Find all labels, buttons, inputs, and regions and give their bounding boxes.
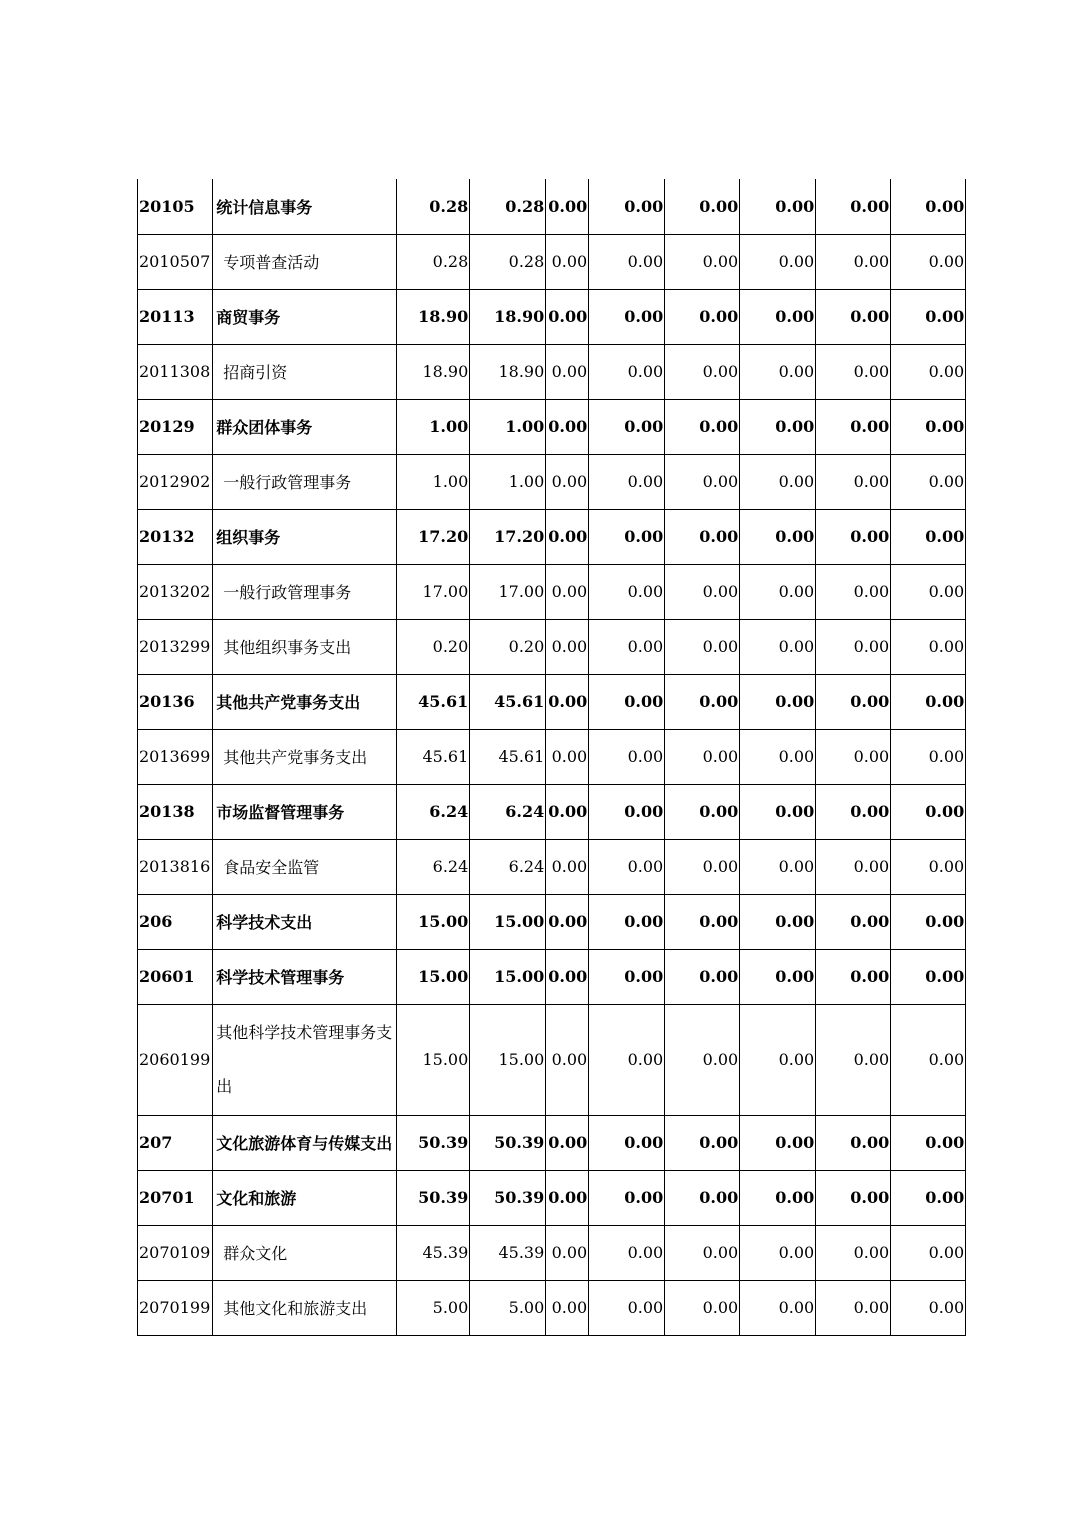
subject-name-cell: 其他文化和旅游支出 xyxy=(213,1280,397,1335)
amount-cell: 45.61 xyxy=(470,729,546,784)
table-row xyxy=(138,564,966,619)
amount-cell: 0.00 xyxy=(891,1115,966,1170)
table-row xyxy=(138,454,966,509)
amount-cell: 0.00 xyxy=(740,674,816,729)
amount-cell: 0.00 xyxy=(816,1170,891,1225)
amount-cell: 0.00 xyxy=(740,1225,816,1280)
subject-code-cell: 2013202 xyxy=(138,564,213,619)
amount-cell: 0.00 xyxy=(589,179,665,234)
subject-name-cell: 招商引资 xyxy=(213,344,397,399)
amount-cell: 0.00 xyxy=(891,344,966,399)
amount-cell: 0.00 xyxy=(740,1004,816,1115)
amount-cell: 0.00 xyxy=(589,344,665,399)
amount-cell: 0.00 xyxy=(740,289,816,344)
amount-cell: 50.39 xyxy=(470,1170,546,1225)
amount-cell: 0.28 xyxy=(397,234,470,289)
subject-name-cell: 一般行政管理事务 xyxy=(213,454,397,509)
subject-name-cell: 其他共产党事务支出 xyxy=(213,674,397,729)
amount-cell: 45.61 xyxy=(397,729,470,784)
subject-name-cell: 组织事务 xyxy=(213,509,397,564)
subject-name-cell: 群众团体事务 xyxy=(213,399,397,454)
subject-name-cell: 文化旅游体育与传媒支出 xyxy=(213,1115,397,1170)
amount-cell: 0.00 xyxy=(589,509,665,564)
subject-code-cell: 2010507 xyxy=(138,234,213,289)
amount-cell: 0.00 xyxy=(740,619,816,674)
amount-cell: 0.00 xyxy=(665,619,740,674)
amount-cell: 0.00 xyxy=(665,454,740,509)
amount-cell: 0.00 xyxy=(665,564,740,619)
subject-code-cell: 20129 xyxy=(138,399,213,454)
amount-cell: 0.00 xyxy=(891,509,966,564)
amount-cell: 6.24 xyxy=(470,784,546,839)
subject-code-cell: 2012902 xyxy=(138,454,213,509)
amount-cell: 45.39 xyxy=(397,1225,470,1280)
table-row xyxy=(138,179,966,234)
subject-name-cell: 其他组织事务支出 xyxy=(213,619,397,674)
amount-cell: 0.00 xyxy=(665,344,740,399)
amount-cell: 0.00 xyxy=(546,784,589,839)
amount-cell: 0.00 xyxy=(546,289,589,344)
amount-cell: 45.61 xyxy=(397,674,470,729)
table-row xyxy=(138,619,966,674)
amount-cell: 0.00 xyxy=(665,179,740,234)
amount-cell: 0.00 xyxy=(816,894,891,949)
amount-cell: 5.00 xyxy=(397,1280,470,1335)
subject-name-cell: 专项普查活动 xyxy=(213,234,397,289)
amount-cell: 0.00 xyxy=(740,564,816,619)
amount-cell: 15.00 xyxy=(397,1004,470,1115)
amount-cell: 1.00 xyxy=(397,399,470,454)
subject-name-cell: 商贸事务 xyxy=(213,289,397,344)
subject-name-cell: 市场监督管理事务 xyxy=(213,784,397,839)
amount-cell: 0.00 xyxy=(665,1225,740,1280)
amount-cell: 0.00 xyxy=(891,619,966,674)
table-body xyxy=(138,179,966,1335)
amount-cell: 18.90 xyxy=(470,289,546,344)
amount-cell: 0.00 xyxy=(589,454,665,509)
amount-cell: 0.00 xyxy=(891,1225,966,1280)
subject-name-cell: 文化和旅游 xyxy=(213,1170,397,1225)
amount-cell: 0.00 xyxy=(546,1225,589,1280)
amount-cell: 0.00 xyxy=(589,289,665,344)
amount-cell: 0.00 xyxy=(546,1004,589,1115)
table-row xyxy=(138,344,966,399)
amount-cell: 0.00 xyxy=(740,1280,816,1335)
amount-cell: 0.00 xyxy=(589,1225,665,1280)
amount-cell: 0.00 xyxy=(546,1170,589,1225)
subject-code-cell: 20701 xyxy=(138,1170,213,1225)
subject-name-cell: 科学技术支出 xyxy=(213,894,397,949)
amount-cell: 0.00 xyxy=(665,674,740,729)
subject-name-cell: 食品安全监管 xyxy=(213,839,397,894)
amount-cell: 0.00 xyxy=(665,839,740,894)
amount-cell: 45.61 xyxy=(470,674,546,729)
amount-cell: 15.00 xyxy=(397,949,470,1004)
subject-code-cell: 2013699 xyxy=(138,729,213,784)
table-row xyxy=(138,1004,966,1115)
amount-cell: 0.00 xyxy=(665,1170,740,1225)
amount-cell: 0.00 xyxy=(891,949,966,1004)
amount-cell: 0.00 xyxy=(816,1225,891,1280)
amount-cell: 0.00 xyxy=(546,179,589,234)
amount-cell: 0.00 xyxy=(740,729,816,784)
amount-cell: 0.00 xyxy=(891,399,966,454)
amount-cell: 0.00 xyxy=(589,894,665,949)
amount-cell: 0.00 xyxy=(740,894,816,949)
amount-cell: 0.00 xyxy=(589,1004,665,1115)
amount-cell: 0.00 xyxy=(816,289,891,344)
amount-cell: 0.00 xyxy=(740,784,816,839)
subject-name-cell: 一般行政管理事务 xyxy=(213,564,397,619)
amount-cell: 0.00 xyxy=(891,179,966,234)
subject-code-cell: 2070199 xyxy=(138,1280,213,1335)
amount-cell: 6.24 xyxy=(397,839,470,894)
table-row xyxy=(138,949,966,1004)
amount-cell: 0.00 xyxy=(546,509,589,564)
amount-cell: 50.39 xyxy=(470,1115,546,1170)
amount-cell: 1.00 xyxy=(397,454,470,509)
amount-cell: 0.00 xyxy=(891,1004,966,1115)
subject-code-cell: 206 xyxy=(138,894,213,949)
table-row xyxy=(138,289,966,344)
amount-cell: 0.00 xyxy=(589,784,665,839)
amount-cell: 0.00 xyxy=(816,399,891,454)
amount-cell: 0.00 xyxy=(816,454,891,509)
amount-cell: 0.00 xyxy=(546,564,589,619)
amount-cell: 0.00 xyxy=(816,344,891,399)
amount-cell: 50.39 xyxy=(397,1115,470,1170)
amount-cell: 0.00 xyxy=(816,949,891,1004)
amount-cell: 0.00 xyxy=(740,509,816,564)
amount-cell: 0.00 xyxy=(816,179,891,234)
amount-cell: 0.00 xyxy=(589,729,665,784)
subject-code-cell: 20136 xyxy=(138,674,213,729)
amount-cell: 0.00 xyxy=(816,839,891,894)
amount-cell: 0.28 xyxy=(470,234,546,289)
amount-cell: 0.00 xyxy=(891,674,966,729)
amount-cell: 0.00 xyxy=(816,564,891,619)
amount-cell: 18.90 xyxy=(397,344,470,399)
amount-cell: 0.00 xyxy=(740,234,816,289)
subject-code-cell: 2070109 xyxy=(138,1225,213,1280)
amount-cell: 6.24 xyxy=(397,784,470,839)
amount-cell: 0.00 xyxy=(589,564,665,619)
amount-cell: 0.00 xyxy=(546,674,589,729)
amount-cell: 0.00 xyxy=(891,454,966,509)
amount-cell: 50.39 xyxy=(397,1170,470,1225)
amount-cell: 0.00 xyxy=(816,784,891,839)
table-row xyxy=(138,1225,966,1280)
amount-cell: 0.00 xyxy=(891,729,966,784)
subject-code-cell: 20132 xyxy=(138,509,213,564)
amount-cell: 0.00 xyxy=(816,619,891,674)
amount-cell: 15.00 xyxy=(470,1004,546,1115)
amount-cell: 0.00 xyxy=(816,234,891,289)
amount-cell: 0.00 xyxy=(665,509,740,564)
amount-cell: 0.00 xyxy=(740,1170,816,1225)
table-row xyxy=(138,674,966,729)
amount-cell: 0.00 xyxy=(589,399,665,454)
amount-cell: 0.00 xyxy=(589,674,665,729)
amount-cell: 0.00 xyxy=(740,179,816,234)
amount-cell: 0.00 xyxy=(665,399,740,454)
table-row xyxy=(138,894,966,949)
amount-cell: 0.00 xyxy=(665,894,740,949)
amount-cell: 0.00 xyxy=(816,1280,891,1335)
amount-cell: 0.00 xyxy=(816,1115,891,1170)
amount-cell: 0.00 xyxy=(546,949,589,1004)
amount-cell: 0.00 xyxy=(891,784,966,839)
table-row xyxy=(138,234,966,289)
subject-code-cell: 2011308 xyxy=(138,344,213,399)
amount-cell: 0.00 xyxy=(740,454,816,509)
amount-cell: 0.00 xyxy=(665,1004,740,1115)
amount-cell: 0.00 xyxy=(816,674,891,729)
amount-cell: 0.00 xyxy=(546,1115,589,1170)
subject-name-cell: 科学技术管理事务 xyxy=(213,949,397,1004)
amount-cell: 0.00 xyxy=(891,1280,966,1335)
table-row xyxy=(138,729,966,784)
subject-code-cell: 20105 xyxy=(138,179,213,234)
subject-code-cell: 20601 xyxy=(138,949,213,1004)
amount-cell: 0.00 xyxy=(891,564,966,619)
amount-cell: 0.00 xyxy=(546,619,589,674)
amount-cell: 0.00 xyxy=(589,949,665,1004)
subject-name-cell: 统计信息事务 xyxy=(213,179,397,234)
amount-cell: 0.00 xyxy=(546,729,589,784)
amount-cell: 0.00 xyxy=(665,1280,740,1335)
amount-cell: 0.00 xyxy=(546,839,589,894)
subject-code-cell: 2013299 xyxy=(138,619,213,674)
subject-name-cell: 群众文化 xyxy=(213,1225,397,1280)
amount-cell: 15.00 xyxy=(470,894,546,949)
amount-cell: 0.00 xyxy=(546,894,589,949)
amount-cell: 0.00 xyxy=(546,344,589,399)
amount-cell: 0.00 xyxy=(589,619,665,674)
amount-cell: 17.00 xyxy=(470,564,546,619)
amount-cell: 1.00 xyxy=(470,399,546,454)
amount-cell: 0.00 xyxy=(589,839,665,894)
amount-cell: 0.00 xyxy=(546,399,589,454)
budget-expenditure-table xyxy=(137,179,966,1336)
amount-cell: 0.00 xyxy=(665,784,740,839)
amount-cell: 0.00 xyxy=(891,234,966,289)
amount-cell: 1.00 xyxy=(470,454,546,509)
subject-code-cell: 20113 xyxy=(138,289,213,344)
amount-cell: 0.00 xyxy=(740,839,816,894)
amount-cell: 0.00 xyxy=(589,234,665,289)
amount-cell: 45.39 xyxy=(470,1225,546,1280)
table-row xyxy=(138,399,966,454)
amount-cell: 0.00 xyxy=(546,1280,589,1335)
amount-cell: 0.00 xyxy=(740,949,816,1004)
amount-cell: 5.00 xyxy=(470,1280,546,1335)
amount-cell: 0.00 xyxy=(740,344,816,399)
amount-cell: 0.00 xyxy=(665,289,740,344)
amount-cell: 0.00 xyxy=(589,1280,665,1335)
amount-cell: 0.00 xyxy=(546,234,589,289)
amount-cell: 17.00 xyxy=(397,564,470,619)
amount-cell: 17.20 xyxy=(470,509,546,564)
amount-cell: 17.20 xyxy=(397,509,470,564)
amount-cell: 0.28 xyxy=(470,179,546,234)
amount-cell: 0.00 xyxy=(665,949,740,1004)
amount-cell: 0.00 xyxy=(665,1115,740,1170)
amount-cell: 0.00 xyxy=(816,1004,891,1115)
amount-cell: 0.00 xyxy=(665,234,740,289)
amount-cell: 0.20 xyxy=(470,619,546,674)
subject-code-cell: 2013816 xyxy=(138,839,213,894)
amount-cell: 0.00 xyxy=(665,729,740,784)
subject-code-cell: 20138 xyxy=(138,784,213,839)
subject-name-cell: 其他科学技术管理事务支出 xyxy=(213,1004,397,1115)
amount-cell: 18.90 xyxy=(397,289,470,344)
amount-cell: 0.00 xyxy=(891,894,966,949)
amount-cell: 0.00 xyxy=(816,509,891,564)
amount-cell: 15.00 xyxy=(470,949,546,1004)
subject-code-cell: 2060199 xyxy=(138,1004,213,1115)
subject-code-cell: 207 xyxy=(138,1115,213,1170)
table-row xyxy=(138,839,966,894)
subject-name-cell: 其他共产党事务支出 xyxy=(213,729,397,784)
amount-cell: 0.00 xyxy=(816,729,891,784)
amount-cell: 0.00 xyxy=(589,1170,665,1225)
amount-cell: 0.00 xyxy=(589,1115,665,1170)
amount-cell: 0.00 xyxy=(740,1115,816,1170)
amount-cell: 0.28 xyxy=(397,179,470,234)
amount-cell: 0.00 xyxy=(891,1170,966,1225)
table-row xyxy=(138,509,966,564)
table-row xyxy=(138,784,966,839)
amount-cell: 18.90 xyxy=(470,344,546,399)
amount-cell: 0.00 xyxy=(740,399,816,454)
amount-cell: 0.00 xyxy=(546,454,589,509)
amount-cell: 0.00 xyxy=(891,839,966,894)
amount-cell: 0.00 xyxy=(891,289,966,344)
table-row xyxy=(138,1115,966,1170)
table-row xyxy=(138,1280,966,1335)
amount-cell: 15.00 xyxy=(397,894,470,949)
table-row xyxy=(138,1170,966,1225)
amount-cell: 6.24 xyxy=(470,839,546,894)
amount-cell: 0.20 xyxy=(397,619,470,674)
